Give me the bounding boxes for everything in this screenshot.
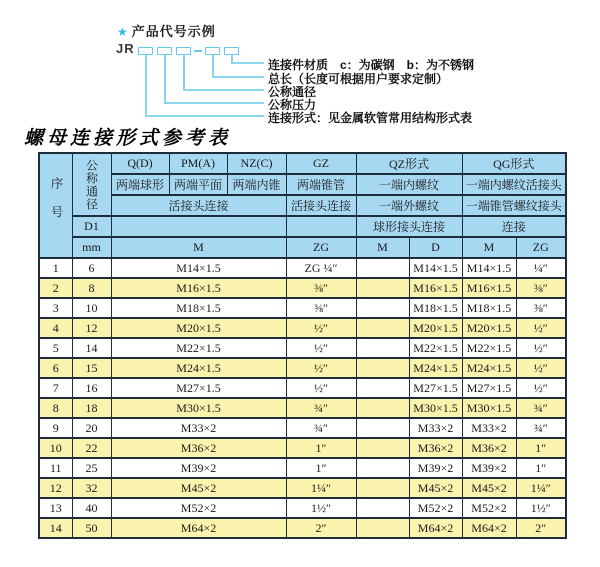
- cell-qz-d: M30×1.5: [409, 398, 462, 418]
- header-gz-connection: 活接头连接: [286, 195, 356, 216]
- cell-qz-m: [356, 438, 409, 458]
- cell-qg-zg: 1″: [516, 438, 566, 458]
- cell-gz-zg: ½″: [286, 378, 356, 398]
- cell-m: M18×1.5: [111, 298, 286, 318]
- cell-seq: 9: [39, 418, 72, 438]
- cell-qz-d: M16×1.5: [409, 278, 462, 298]
- cell-qg-m: M45×2: [462, 478, 516, 498]
- header-qg-zg: ZG: [516, 237, 566, 258]
- cell-qz-d: M18×1.5: [409, 298, 462, 318]
- header-col-pm: PM(A): [169, 153, 227, 174]
- table-row: [39, 278, 566, 298]
- cell-dn: 50: [72, 518, 111, 538]
- cell-m: M52×2: [111, 498, 286, 518]
- cell-dn: 15: [72, 358, 111, 378]
- cell-m: M33×2: [111, 418, 286, 438]
- cell-dn: 10: [72, 298, 111, 318]
- connector-line: [164, 55, 166, 102]
- header-qg-desc2: 一端锥管螺纹接头: [462, 195, 566, 216]
- table-row: [39, 458, 566, 478]
- cell-qg-zg: 1½″: [516, 498, 566, 518]
- code-separator-dash: [194, 50, 202, 52]
- cell-dn: 20: [72, 418, 111, 438]
- header-qz-desc1: 一端内螺纹: [356, 174, 462, 195]
- cell-qz-m: [356, 478, 409, 498]
- header-qz-connection: 球形接头连接: [356, 216, 462, 237]
- table-row: [39, 378, 566, 398]
- cell-qg-zg: 2″: [516, 518, 566, 538]
- cell-qg-zg: ½″: [516, 378, 566, 398]
- connector-line: [231, 62, 264, 64]
- cell-qg-zg: ½″: [516, 318, 566, 338]
- header-blank-left: [111, 216, 286, 237]
- cell-qg-m: M36×2: [462, 438, 516, 458]
- cell-qz-d: M45×2: [409, 478, 462, 498]
- star-icon: ★: [117, 25, 129, 39]
- cell-dn: 25: [72, 458, 111, 478]
- header-qz-desc2: 一端外螺纹: [356, 195, 462, 216]
- label-connection-form: 连接形式：见金属软管常用结构形式表: [268, 111, 473, 125]
- cell-qz-m: [356, 518, 409, 538]
- product-code-prefix: JR: [116, 41, 135, 56]
- cell-qz-m: [356, 498, 409, 518]
- cell-qg-m: M16×1.5: [462, 278, 516, 298]
- header-blank-gz: [286, 216, 356, 237]
- cell-qz-m: [356, 278, 409, 298]
- connector-line: [183, 55, 185, 89]
- table-row: [39, 258, 566, 278]
- cell-seq: 2: [39, 278, 72, 298]
- cell-seq: 13: [39, 498, 72, 518]
- cell-qg-zg: ¼″: [516, 258, 566, 278]
- cell-seq: 8: [39, 398, 72, 418]
- cell-gz-zg: 2″: [286, 518, 356, 538]
- cell-qz-m: [356, 418, 409, 438]
- cell-qg-zg: ½″: [516, 358, 566, 378]
- cell-qz-m: [356, 258, 409, 278]
- connector-line: [164, 102, 264, 104]
- cell-seq: 4: [39, 318, 72, 338]
- cell-seq: 6: [39, 358, 72, 378]
- cell-m: M64×2: [111, 518, 286, 538]
- code-box-1: [138, 47, 153, 55]
- cell-qg-zg: ¾″: [516, 398, 566, 418]
- cell-seq: 10: [39, 438, 72, 458]
- cell-gz-zg: 1½″: [286, 498, 356, 518]
- cell-qg-m: M18×1.5: [462, 298, 516, 318]
- header-qz-m: M: [356, 237, 409, 258]
- header-union-connection: 活接头连接: [111, 195, 286, 216]
- nut-connection-reference-table: [38, 152, 567, 539]
- cell-qz-m: [356, 398, 409, 418]
- cell-m: M16×1.5: [111, 278, 286, 298]
- cell-qg-m: M22×1.5: [462, 338, 516, 358]
- cell-qz-d: M27×1.5: [409, 378, 462, 398]
- cell-qz-m: [356, 358, 409, 378]
- table-row: [39, 478, 566, 498]
- connector-line: [212, 55, 214, 76]
- cell-gz-zg: ¾″: [286, 398, 356, 418]
- cell-qz-d: M20×1.5: [409, 318, 462, 338]
- cell-gz-zg: ½″: [286, 318, 356, 338]
- cell-dn: 8: [72, 278, 111, 298]
- header-nz-desc: 两端内锥: [227, 174, 286, 195]
- cell-dn: 6: [72, 258, 111, 278]
- cell-qg-zg: 1¼″: [516, 478, 566, 498]
- cell-m: M30×1.5: [111, 398, 286, 418]
- header-pm-desc: 两端平面: [169, 174, 227, 195]
- table-row: [39, 318, 566, 338]
- cell-qz-m: [356, 298, 409, 318]
- cell-qg-m: M52×2: [462, 498, 516, 518]
- cell-qg-zg: ½″: [516, 338, 566, 358]
- cell-gz-zg: ⅜″: [286, 278, 356, 298]
- cell-qg-m: M30×1.5: [462, 398, 516, 418]
- cell-qg-m: M20×1.5: [462, 318, 516, 338]
- cell-gz-zg: ½″: [286, 358, 356, 378]
- cell-gz-zg: 1″: [286, 458, 356, 478]
- label-nominal-diameter: 公称通径: [268, 85, 317, 99]
- table-row: [39, 338, 566, 358]
- cell-dn: 14: [72, 338, 111, 358]
- cell-qg-m: M39×2: [462, 458, 516, 478]
- cell-dn: 16: [72, 378, 111, 398]
- cell-gz-zg: ⅜″: [286, 298, 356, 318]
- cell-seq: 12: [39, 478, 72, 498]
- cell-m: M45×2: [111, 478, 286, 498]
- cell-m: M36×2: [111, 438, 286, 458]
- cell-qg-m: M24×1.5: [462, 358, 516, 378]
- header-qz-d: D: [409, 237, 462, 258]
- label-material: 连接件材质 c：为碳钢 b：为不锈钢: [268, 58, 475, 72]
- cell-qz-m: [356, 458, 409, 478]
- cell-qz-d: M22×1.5: [409, 338, 462, 358]
- table-row: [39, 518, 566, 538]
- label-nominal-pressure: 公称压力: [268, 98, 317, 112]
- cell-seq: 3: [39, 298, 72, 318]
- cell-qz-d: M52×2: [409, 498, 462, 518]
- cell-qg-m: M14×1.5: [462, 258, 516, 278]
- table-row: [39, 358, 566, 378]
- table-row: [39, 498, 566, 518]
- code-box-5: [224, 47, 239, 55]
- header-col-q: Q(D): [111, 153, 169, 174]
- connector-line: [183, 89, 264, 91]
- cell-seq: 7: [39, 378, 72, 398]
- cell-qg-m: M27×1.5: [462, 378, 516, 398]
- header-q-desc: 两端球形: [111, 174, 169, 195]
- header-seq: 序号: [39, 153, 72, 258]
- header-col-gz: GZ: [286, 153, 356, 174]
- code-box-3: [176, 47, 191, 55]
- cell-qz-d: M24×1.5: [409, 358, 462, 378]
- connector-line: [145, 115, 264, 117]
- header-qg-connection: 连接: [462, 216, 566, 237]
- code-box-2: [157, 47, 172, 55]
- cell-m: M20×1.5: [111, 318, 286, 338]
- cell-dn: 40: [72, 498, 111, 518]
- diagram-title: [117, 21, 216, 40]
- cell-seq: 14: [39, 518, 72, 538]
- diagram-title-text: 产品代号示例: [131, 24, 216, 39]
- cell-gz-zg: ½″: [286, 338, 356, 358]
- cell-qg-zg: ¾″: [516, 418, 566, 438]
- header-gz-desc: 两端锥管: [286, 174, 356, 195]
- table-header: [39, 153, 566, 258]
- header-col-nz: NZ(C): [227, 153, 286, 174]
- cell-qz-m: [356, 338, 409, 358]
- table-row: [39, 398, 566, 418]
- cell-dn: 32: [72, 478, 111, 498]
- cell-gz-zg: ZG ¼″: [286, 258, 356, 278]
- header-qg-m: M: [462, 237, 516, 258]
- cell-m: M14×1.5: [111, 258, 286, 278]
- cell-m: M27×1.5: [111, 378, 286, 398]
- product-code-diagram: [0, 0, 600, 124]
- cell-qz-d: M33×2: [409, 418, 462, 438]
- cell-qg-zg: 1″: [516, 458, 566, 478]
- label-total-length: 总长（长度可根据用户要求定制）: [268, 72, 449, 86]
- header-zg: ZG: [286, 237, 356, 258]
- cell-m: M22×1.5: [111, 338, 286, 358]
- cell-qg-m: M64×2: [462, 518, 516, 538]
- cell-gz-zg: ¾″: [286, 418, 356, 438]
- connector-line: [212, 76, 264, 78]
- cell-seq: 5: [39, 338, 72, 358]
- table-row: [39, 298, 566, 318]
- cell-gz-zg: 1¼″: [286, 478, 356, 498]
- cell-qg-zg: ⅜″: [516, 278, 566, 298]
- cell-m: M24×1.5: [111, 358, 286, 378]
- table-body: [39, 258, 566, 538]
- header-mm: mm: [72, 237, 111, 258]
- table-row: [39, 438, 566, 458]
- cell-qz-m: [356, 378, 409, 398]
- cell-m: M39×2: [111, 458, 286, 478]
- cell-seq: 1: [39, 258, 72, 278]
- header-col-qg: QG形式: [462, 153, 566, 174]
- cell-qz-d: M64×2: [409, 518, 462, 538]
- cell-qz-m: [356, 318, 409, 338]
- header-m: M: [111, 237, 286, 258]
- header-d1: D1: [72, 216, 111, 237]
- cell-qg-m: M33×2: [462, 418, 516, 438]
- connector-line: [145, 55, 147, 115]
- code-box-4: [205, 47, 220, 55]
- cell-qz-d: M39×2: [409, 458, 462, 478]
- cell-qz-d: M14×1.5: [409, 258, 462, 278]
- cell-gz-zg: 1″: [286, 438, 356, 458]
- table-title: 螺母连接形式参考表: [24, 127, 232, 149]
- header-nominal-diameter: 公称通径: [72, 153, 111, 216]
- header-col-qz: QZ形式: [356, 153, 462, 174]
- table-row: [39, 418, 566, 438]
- cell-seq: 11: [39, 458, 72, 478]
- header-qg-desc1: 一端内螺纹活接头: [462, 174, 566, 195]
- cell-dn: 22: [72, 438, 111, 458]
- cell-qg-zg: ⅜″: [516, 298, 566, 318]
- cell-dn: 12: [72, 318, 111, 338]
- cell-dn: 18: [72, 398, 111, 418]
- cell-qz-d: M36×2: [409, 438, 462, 458]
